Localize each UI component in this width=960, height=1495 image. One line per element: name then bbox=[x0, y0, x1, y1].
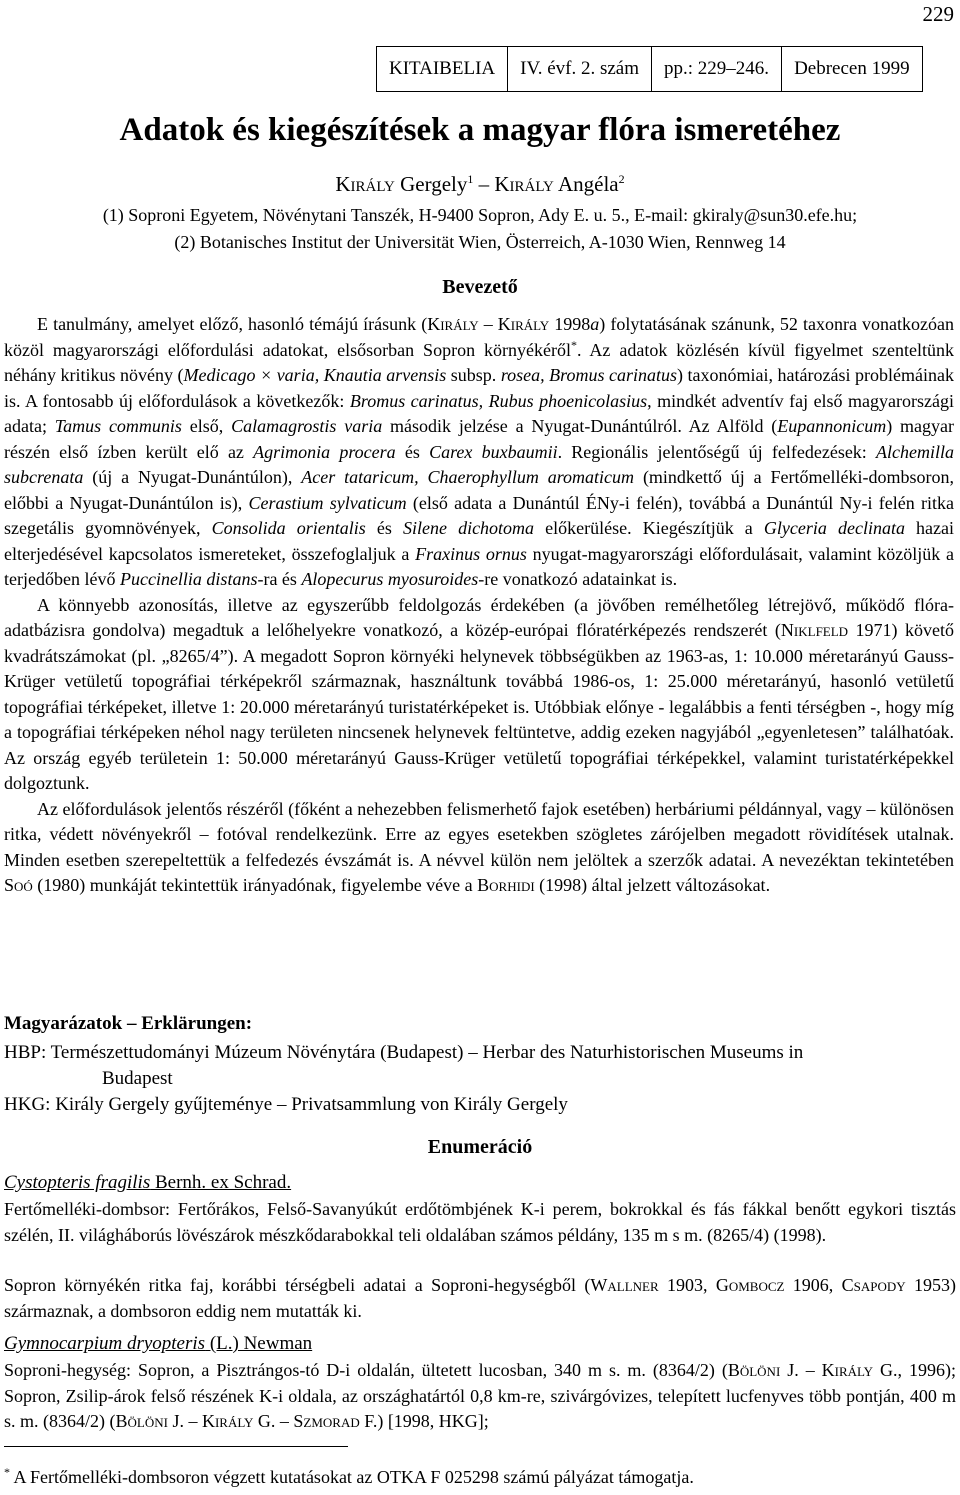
journal-header-box bbox=[376, 46, 923, 92]
author2-surname: Király bbox=[494, 172, 554, 196]
species-heading-cystopteris: Cystopteris fragilis Bernh. ex Schrad. bbox=[4, 1172, 292, 1193]
section-heading-intro: Bevezető bbox=[442, 276, 518, 298]
journal-place-year: Debrecen 1999 bbox=[782, 47, 923, 92]
author1-firstname: Gergely bbox=[400, 172, 468, 196]
glossary-list bbox=[4, 1040, 954, 1118]
glossary-item-hkg: HKG: Király Gergely gyűjteménye – Privatsammlung von Király Gergely bbox=[4, 1094, 568, 1115]
glossary-item-hbp-cont: Budapest bbox=[102, 1068, 173, 1089]
glossary-heading: Magyarázatok – Erklärungen: bbox=[4, 1013, 253, 1034]
species-heading-gymnocarpium: Gymnocarpium dryopteris (L.) Newman bbox=[4, 1333, 313, 1354]
intro-text bbox=[4, 312, 954, 899]
journal-pages: pp.: 229–246. bbox=[652, 47, 782, 92]
species-cystopteris-record: Fertőmelléki-dombsor: Fertőrákos, Felső-Savanyúkút erdőtömbjének K-i perem, bokrokkal és fás fákkal benőtt egykori tisztás szélén, II. világháborús lövészárok mészkődarabokkal teli oldalában számos példány, 135 m s m. (8265/4) (1998). bbox=[4, 1199, 956, 1245]
journal-name: KITAIBELIA bbox=[377, 47, 508, 92]
footnote-separator bbox=[4, 1446, 348, 1447]
author2-affil-mark: 2 bbox=[618, 172, 625, 186]
intro-paragraph-1: E tanulmány, amelyet előző, hasonló témájú írásunk (Király – Király 1998a) folytatásának szánunk, 52 taxonra vonatkozóan közöl magyarországi előfordulási adatokat, elsősorban Sopron környékéről*. Az adatok közlésén kívül figyelmet szenteltünk néhány kritikus növény (Medicago × varia, Knautia arvensis subsp. rosea, Bromus carinatus) taxonómiai, határozási problémáinak is. A fontosabb új előfordulások a következők: Bromus carinatus, Rubus phoenicolasius, mindkét adventív faj első magyarországi adata; Tamus communis első, Calamagrostis varia második jelzése a Nyugat-Dunántúlról. Az Alföld (Eupannonicum) magyar részén első ízben került elő az Agrimonia procera és Carex buxbaumii. Regionális jelentőségű új felfedezések: Alchemilla subcrenata (új a Nyugat-Dunántúlon), Acer tataricum, Chaerophyllum aromaticum (mindkettő új a Fertőmelléki-dombsoron, előbbi a Nyugat-Dunántúlon is), Cerastium sylvaticum (első adata a Dunántúl ÉNy-i felén), továbbá a Dunántúl Ny-i felén ritka szegetális gyomnövények, Consolida orientalis és Silene dichotoma előkerülése. Kiegészítjük a Glyceria declinata hazai elterjedésével kapcsolatos ismereteket, összefoglaljuk a Fraxinus ornus nyugat-magyarországi előfordulásait, valamint közöljük a terjedőben lévő Puccinellia distans-ra és Alopecurus myosuroides-re vonatkozó adatainkat is. bbox=[4, 314, 955, 589]
authors-dash: – bbox=[473, 172, 495, 196]
footnote-star: * bbox=[4, 1465, 10, 1479]
section-heading-enum: Enumeráció bbox=[427, 1136, 533, 1158]
species-gymnocarpium-record: Soproni-hegység: Sopron, a Pisztrángos-tó D-i oldalán, ültetett lucosban, 340 m s. m. (8364/2) (Bölöni J. – Király G., 1996); Sopron, Zsilip-árok felső részének K-i oldala, az országhatártól 0,8 km-re, szivárgóvizes, telepített lucfenyves több pontján, 400 m s. m. (8364/2) (Bölöni J. – Király G. – Szmorad F.) [1998, HKG]; bbox=[4, 1360, 956, 1431]
species-cystopteris-note: Sopron környékén ritka faj, korábbi térségbeli adatai a Soproni-hegységből (Wallner 1903, Gombocz 1906, Csapody 1953) származnak, a dombsoron eddig nem mutatták ki. bbox=[4, 1275, 957, 1321]
affiliation-2: (2) Botanisches Institut der Universität Wien, Österreich, A-1030 Wien, Rennweg 14 bbox=[174, 232, 786, 252]
footnote-marker: * bbox=[570, 337, 577, 352]
intro-paragraph-3: Az előfordulások jelentős részéről (főként a nehezebben felismerhető fajok esetében) herbáriumi példánnyal, vagy – különösen ritka, védett növényekről – fotóval rendelkezünk. Erre az egyes esetekben szögletes zárójelben megadott rövidítések utalnak. Minden esetben szerepeltettük a felfedezés évszámát is. A névvel külön nem jelöltek a szerzők adatai. A nevezéktan tekintetében Soó (1980) munkáját tekintettük irányadónak, figyelembe véve a Borhidi (1998) által jelzett változásokat. bbox=[4, 798, 954, 895]
authors-line bbox=[0, 172, 960, 197]
article-title: Adatok és kiegészítések a magyar flóra ismeretéhez bbox=[119, 112, 841, 148]
page-number: 229 bbox=[922, 2, 954, 26]
glossary-item-hbp: HBP: Természettudományi Múzeum Növénytára (Budapest) – Herbar des Naturhistorischen Museums in bbox=[4, 1042, 804, 1063]
author1-affil-mark: 1 bbox=[467, 172, 474, 186]
footnote: * A Fertőmelléki-dombsoron végzett kutatásokat az OTKA F 025298 számú pályázat támogatja. bbox=[4, 1465, 694, 1487]
intro-paragraph-2: A könnyebb azonosítás, illetve az egyszerűbb feldolgozás érdekében (a jövőben remélhetőleg létrejövő, működő flóra-adatbázisra gondolva) megadtuk a lelőhelyekre vonatkozó, a közép-európai flóratérképezés rendszerét (Niklfeld 1971) követő kvadrátszámokat (pl. „8265/4”). A megadott Sopron környéki helynevek többségükben az 1963-as, 1: 10.000 méretarányú Gauss-Krüger vetületű topográfiai térképekről származnak, használtunk továbbá 1986-os, 1: 25.000 méretarányú, hasonló vetületű topográfiai térképeket, illetve 1: 20.000 méretarányú turistatérképeket is. Utóbbiak előnye - legalábbis a fenti térségben -, hogy míg a topográfiai térképeken néhol nagy területen nincsenek helynevek feltüntetve, addig ezeken nagyjából „egyenletesen” találhatóak. Az ország egyéb területein 1: 50.000 méretarányú Gauss-Krüger vetületű topográfiai térképekkel, valamint turistatérképekkel dolgoztunk. bbox=[4, 594, 955, 793]
affiliation-1: (1) Soproni Egyetem, Növénytani Tanszék, H-9400 Sopron, Ady E. u. 5., E-mail: gkiraly@sun30.efe.hu; bbox=[102, 205, 858, 225]
author1-surname: Király bbox=[335, 172, 395, 196]
journal-volume: IV. évf. 2. szám bbox=[508, 47, 652, 92]
author2-firstname: Angéla bbox=[557, 172, 619, 196]
